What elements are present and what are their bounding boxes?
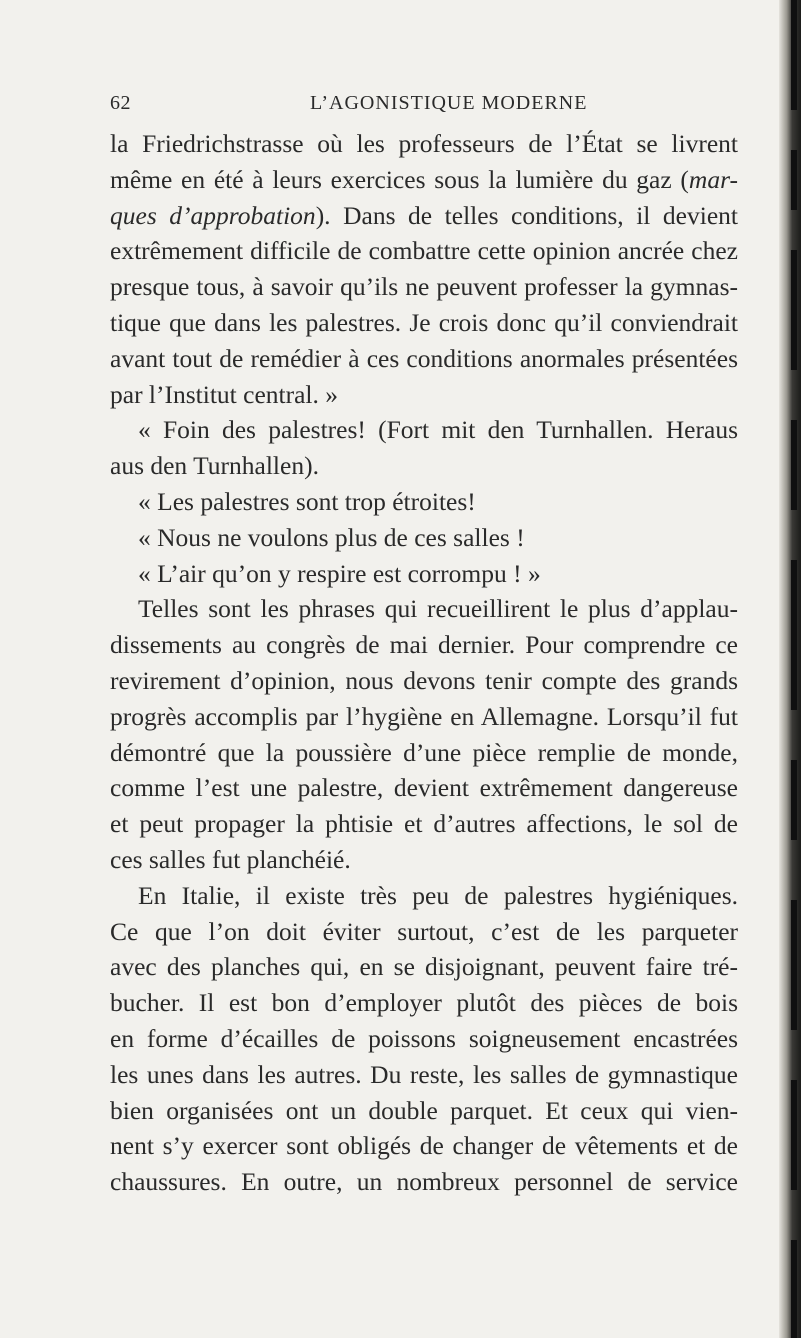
binding-shadow [791,560,797,710]
text-line: en forme d’écailles de poissons soigneusement encastrées [110,1023,738,1053]
italic-text: ques d’approbation [110,200,316,230]
text-line: bucher. Il est bon d’employer plutôt des pièces de bois [110,988,738,1018]
text-line: En Italie, il existe très peu de palestres hygiéniques. [138,880,738,910]
text-line: tique que dans les palestres. Je crois donc qu’il conviendrait [110,307,738,337]
italic-text: mar- [688,164,738,194]
text-line: et peut propager la phtisie et d’autres affections, le sol de [110,809,738,839]
text-line: « L’air qu’on y respire est corrompu ! » [138,558,541,588]
body-text [110,126,738,1200]
binding-shadow [791,1240,797,1338]
text-line: la Friedrichstrasse où les professeurs de l’État se livrent [110,129,738,158]
text-line: extrêmement difficile de combattre cette opinion ancrée chez [110,236,738,266]
text-line: avant tout de remédier à ces conditions anormales présentées [110,343,738,373]
text-line: ces salles fut planchéié. [110,844,351,874]
text-line: dissements au congrès de mai dernier. Pour comprendre ce [110,630,738,660]
text-line: aus den Turnhallen). [110,451,319,481]
text-line: même en été à leurs exercices sous la lumière du gaz (mar- [110,164,738,194]
text-line: « Foin des palestres! (Fort mit den Turnhallen. Heraus [138,415,738,445]
page-binding-edge [779,0,801,1338]
text-line: bien organisées ont un double parquet. Et ceux qui vien- [110,1095,738,1125]
text-line: les unes dans les autres. Du reste, les salles de gymnastique [110,1059,738,1089]
page-number: 62 [110,92,131,114]
text-line: progrès accomplis par l’hygiène en Allemagne. Lorsqu’il fut [110,701,738,731]
text-line: avec des planches qui, en se disjoignant, peuvent faire tré- [110,952,738,982]
text-line: « Les palestres sont trop étroites! [138,486,476,516]
text-line: ques d’approbation). Dans de telles conditions, il devient [110,200,738,230]
page-header [110,92,740,122]
text-line: revirement d’opinion, nous devons tenir compte des grands [110,665,738,695]
text-line: par l’Institut central. » [110,379,339,409]
text-line: démontré que la poussière d’une pièce remplie de monde, [110,737,738,767]
text-line: nent s’y exercer sont obligés de changer de vêtements et de [110,1131,738,1161]
text-line: presque tous, à savoir qu’ils ne peuvent professer la gymnas- [110,272,738,302]
text-line: Telles sont les phrases qui recueillirent le plus d’applau- [138,594,738,624]
binding-shadow [791,1080,797,1190]
binding-shadow [791,420,797,510]
text-line: « Nous ne voulons plus de ces salles ! [138,522,525,552]
binding-shadow [791,250,797,370]
running-title: L’AGONISTIQUE MODERNE [310,92,588,114]
binding-shadow [791,150,797,210]
binding-shadow [791,0,797,110]
text-line: chaussures. En outre, un nombreux personnel de service [110,1167,738,1197]
text-line: comme l’est une palestre, devient extrêmement dangereuse [110,773,738,803]
text-line: Ce que l’on doit éviter surtout, c’est de les parqueter [110,916,738,946]
binding-shadow [791,900,797,1030]
binding-shadow [791,760,797,840]
